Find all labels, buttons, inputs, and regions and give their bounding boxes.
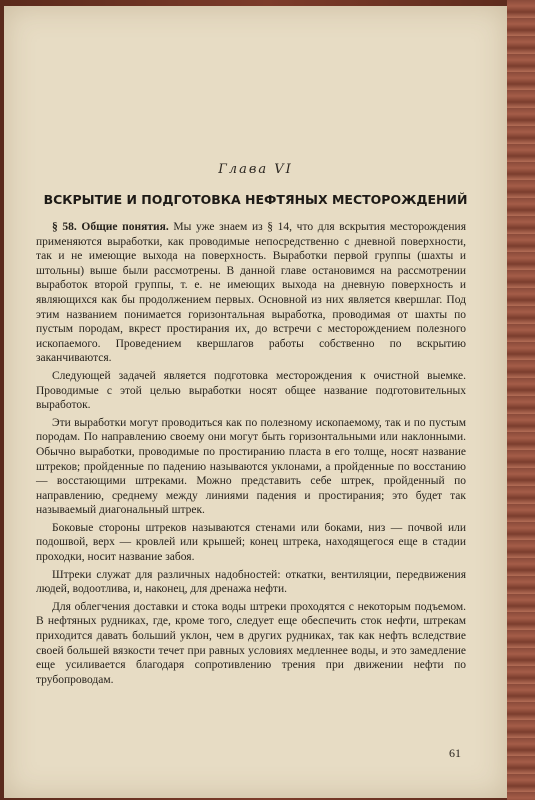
page-body [36,220,466,690]
chapter-title: ВСКРЫТИЕ И ПОДГОТОВКА НЕФТЯНЫХ МЕСТОРОЖДЕНИЙ [43,192,468,207]
section-lead: § 58. Общие понятия. [52,221,169,233]
section-paragraph [36,220,466,366]
book-spine [507,0,535,800]
page-number: 61 [449,746,461,760]
paragraph-1: Следующей задачей является подготовка месторождения к очистной выемке. Проводимые с этой целью выработки носят общее название подготовительных выработок. [36,369,466,412]
chapter-heading: Глава VI [218,162,293,177]
paragraph-3: Боковые стороны штреков называются стенами или боками, низ — почвой или подошвой, верх — кровлей или крышей; конец штрека, находящегося еще в стадии проходки, носит название забоя. [36,521,466,564]
paragraph-4: Штреки служат для различных надобностей: откатки, вентиляции, передвижения людей, водоотлива, и, наконец, для дренажа нефти. [36,568,466,596]
paragraph-2: Эти выработки могут проводиться как по полезному ископаемому, так и по пустым породам. По направлению своему они могут быть горизонтальными или наклонными. Обычно выработки, проводимые по простиранию пласта в его толще, носят название штреков; пройденные по падению называются уклонами, а пройденные по восстанию — восстающими штреками. Можно представить себе штрек, пройденный по направлению, среднему между линиями падения и простирания; это будет так называемый диагональный штрек. [36,416,466,517]
paragraph-5: Для облегчения доставки и стока воды штреки проходятся с некоторым подъемом. В нефтяных рудниках, где, кроме того, следует еще обеспечить сток нефти, штрекам приходится давать больший уклон, чем в других рудниках, так как нефть вследствие своей большей вязкости течет при равных условиях медленнее воды, и это замедление еще усиливается благодаря сопротивлению трения при движении нефти по трубопроводам. [36,600,466,686]
book-page [4,6,507,798]
section-text: Мы уже знаем из § 14, что для вскрытия месторождения применяются выработки, как проводимые непосредственно с дневной поверхности, так и не имеющие выхода на поверхность. Выработки первой группы (шахты и штольны) выше были рассмотрены. В данной главе остановимся на рассмотрении выработок второй группы, т. е. не имеющих выхода на дневную поверхность и являющихся как бы продолжением первых. Основной из них является квершлаг. Под этим названием понимается горизонтальная выработка, проводимая от шахты по пустым породам, вкрест простирания их, до встречи с месторождением полезного ископаемого. Проведением квершлагов работы собственно по вскрытию заканчиваются. [36,221,466,365]
